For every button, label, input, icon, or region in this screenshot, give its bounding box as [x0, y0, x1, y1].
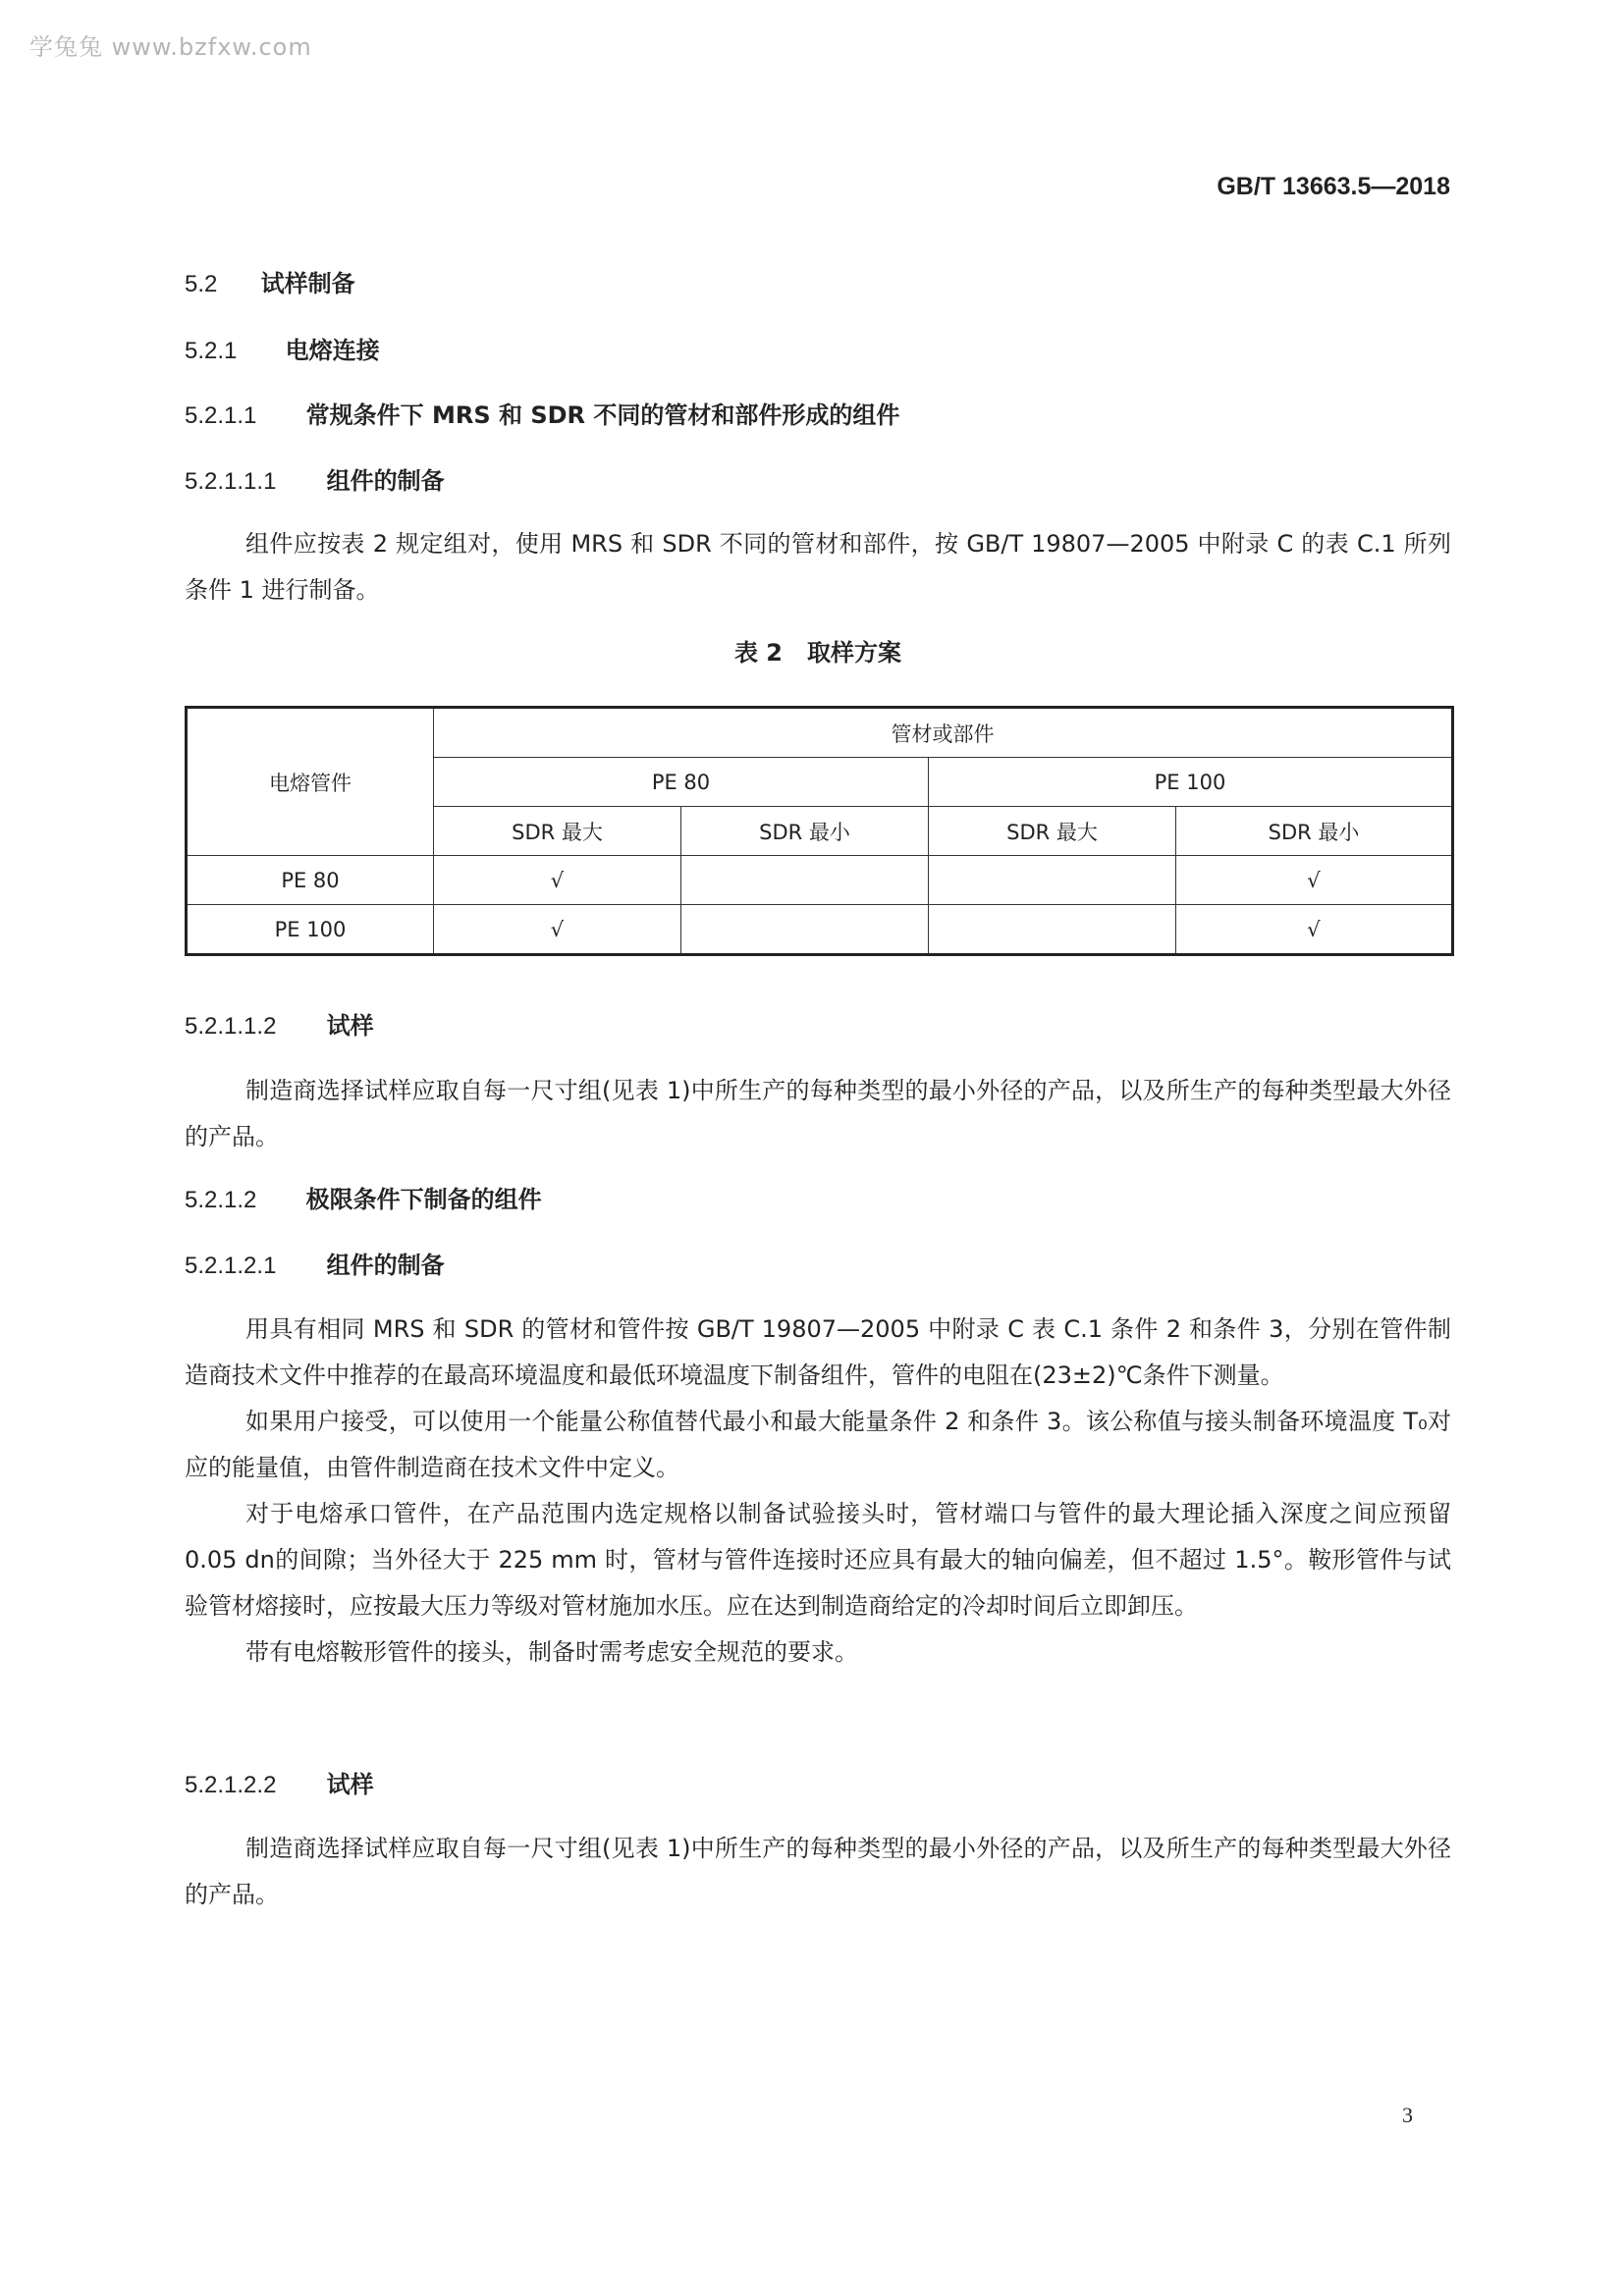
table-cell [929, 856, 1176, 905]
table-cell [681, 905, 929, 955]
table-cell: √ [1176, 905, 1453, 955]
paragraph-text: 对于电熔承口管件，在产品范围内选定规格以制备试验接头时，管材端口与管件的最大理论插入深度之间应预留 0.05 dn的间隙；当外径大于 225 mm 时，管材与管件连接时还应具有最大的轴向偏差，但不超过 1.5°。鞍形管件与试验管材熔接时，应按最大压力等级对管材施加水压。应在达到制造商给定的冷却时间后立即卸压。 [185, 1500, 1451, 1620]
page-number: 3 [1402, 2103, 1413, 2127]
section-number: 5.2 [185, 271, 218, 297]
section-title: 组件的制备 [326, 467, 445, 495]
paragraph [185, 1307, 1451, 1676]
paragraph-text: 带有电熔鞍形管件的接头，制备时需考虑安全规范的要求。 [245, 1638, 858, 1666]
section-heading [185, 1185, 542, 1214]
paragraph-text: 用具有相同 MRS 和 SDR 的管材和管件按 GB/T 19807—2005 中附录 C 表 C.1 条件 2 和条件 3，分别在管件制造商技术文件中推荐的在最高环境温度和最低环境温度下制备组件，管件的电阻在(23±2)℃条件下测量。 [185, 1315, 1451, 1389]
table-sdr-header: SDR 最小 [1176, 807, 1453, 856]
watermark: 学兔兔 www.bzfxw.com [29, 33, 312, 61]
section-heading [185, 1011, 374, 1041]
section-heading [185, 1251, 445, 1280]
section-number: 5.2.1.2.1 [185, 1253, 277, 1279]
section-heading [185, 466, 445, 496]
table-cell: √ [434, 905, 681, 955]
section-title: 试样 [326, 1771, 374, 1798]
table-row [187, 905, 1453, 955]
section-number: 5.2.1.1.1 [185, 468, 277, 495]
section-number: 5.2.1.1 [185, 402, 257, 429]
section-number: 5.2.1.2 [185, 1187, 257, 1213]
section-number: 5.2.1 [185, 338, 238, 364]
table-cell [929, 905, 1176, 955]
table-row-label: PE 100 [187, 905, 434, 955]
section-heading [185, 269, 355, 298]
section-heading [185, 336, 380, 365]
section-heading [185, 400, 899, 430]
section-number: 5.2.1.2.2 [185, 1772, 277, 1798]
table-cell [681, 856, 929, 905]
table-group-header: 管材或部件 [434, 708, 1453, 758]
table-material-header: PE 100 [929, 758, 1453, 807]
paragraph-text: 如果用户接受，可以使用一个能量公称值替代最小和最大能量条件 2 和条件 3。该公称值与接头制备环境温度 T₀对应的能量值，由管件制造商在技术文件中定义。 [185, 1408, 1451, 1481]
table-cell: √ [434, 856, 681, 905]
sampling-table [185, 706, 1454, 956]
table-cell: √ [1176, 856, 1453, 905]
section-title: 组件的制备 [326, 1252, 445, 1279]
standard-code: GB/T 13663.5—2018 [1217, 173, 1450, 200]
section-title: 常规条件下 MRS 和 SDR 不同的管材和部件形成的组件 [305, 401, 900, 429]
paragraph-text: 制造商选择试样应取自每一尺寸组(见表 1)中所生产的每种类型的最小外径的产品，以及所生产的每种类型最大外径的产品。 [185, 1077, 1451, 1150]
table-sdr-header: SDR 最小 [681, 807, 929, 856]
section-title: 试样制备 [260, 270, 355, 297]
paragraph-text: 组件应按表 2 规定组对，使用 MRS 和 SDR 不同的管材和部件，按 GB/T 19807—2005 中附录 C 的表 C.1 所列条件 1 进行制备。 [185, 530, 1451, 604]
table-sdr-header: SDR 最大 [929, 807, 1176, 856]
table-corner-header: 电熔管件 [187, 708, 434, 856]
paragraph [185, 1826, 1451, 1918]
paragraph-text: 制造商选择试样应取自每一尺寸组(见表 1)中所生产的每种类型的最小外径的产品，以及所生产的每种类型最大外径的产品。 [185, 1835, 1451, 1908]
table-sdr-header: SDR 最大 [434, 807, 681, 856]
section-title: 极限条件下制备的组件 [305, 1186, 542, 1213]
table-row [187, 856, 1453, 905]
paragraph [185, 521, 1451, 614]
table-row-label: PE 80 [187, 856, 434, 905]
paragraph [185, 1068, 1451, 1160]
table-title: 表 2 取样方案 [733, 639, 902, 667]
table-material-header: PE 80 [434, 758, 929, 807]
section-title: 电熔连接 [285, 337, 380, 364]
section-number: 5.2.1.1.2 [185, 1013, 277, 1040]
section-heading [185, 1770, 374, 1799]
section-title: 试样 [326, 1012, 374, 1040]
